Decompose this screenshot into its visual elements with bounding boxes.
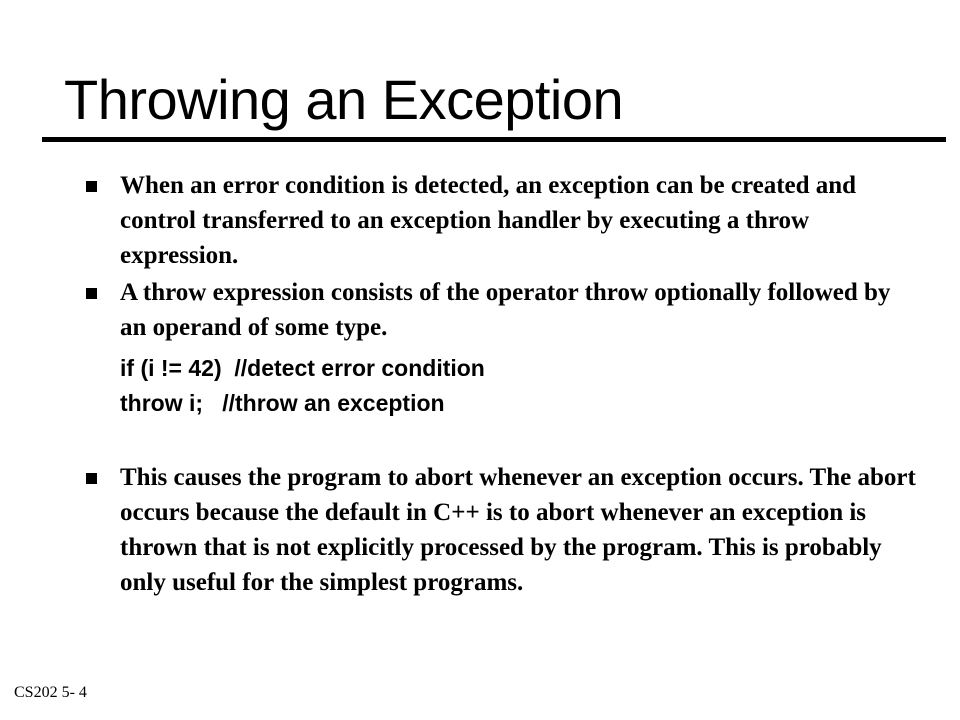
slide-title: Throwing an Exception (64, 68, 624, 131)
bullet-marker (86, 181, 97, 192)
code-line-1: if (i != 42) //detect error condition (120, 355, 485, 381)
bullet-text-3: This causes the program to abort whenever an exception occurs. The abort occurs because the default in C++ is to abort whenever an exception is thrown that is not explicitly processed by the program. This is probably only useful for the simplest programs. (120, 464, 916, 596)
slide-footer: CS202 5- 4 (14, 684, 87, 701)
bullet-marker (86, 473, 97, 484)
code-line-2: throw i; //throw an exception (120, 390, 445, 416)
title-underline (42, 137, 946, 142)
bullet-text-2: A throw expression consists of the operator throw optionally followed by an operand of some type. (120, 279, 891, 341)
bullet-text-1: When an error condition is detected, an exception can be created and control transferred to an exception handler by executing a throw expression. (120, 172, 857, 269)
bullet-marker (86, 288, 97, 299)
